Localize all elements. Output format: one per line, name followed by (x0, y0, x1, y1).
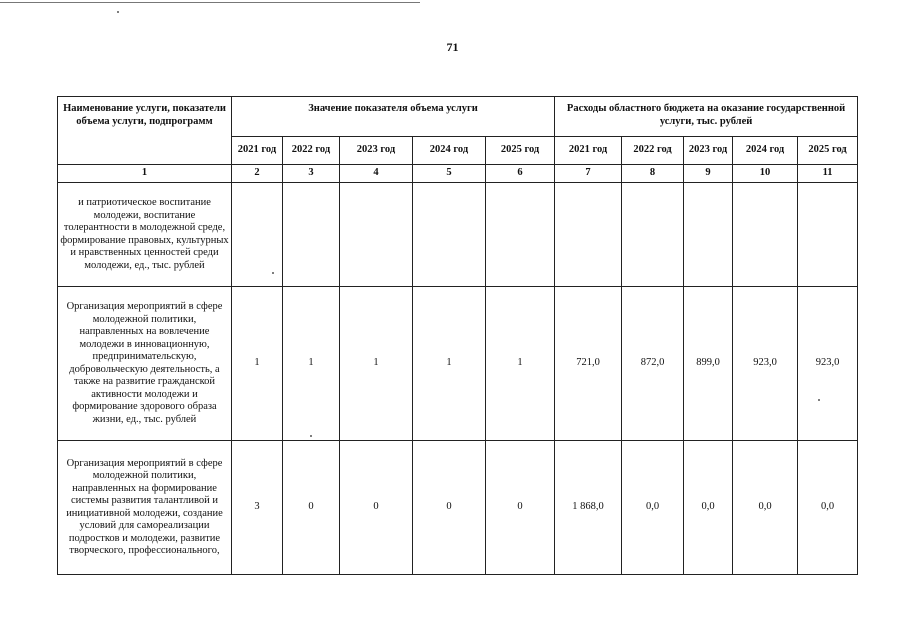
table-row (58, 183, 858, 287)
value-cell: 0 (283, 441, 340, 575)
value-cell: 721,0 (555, 287, 622, 441)
header-budget-year-cell: 2022 год (622, 137, 684, 165)
value-cell: 3 (232, 441, 283, 575)
service-name-cell: Организация мероприятий в сфере молодежной политики, направленных на формирование системы развития талантливой и инициативной молодежи, создание условий для самореализации подростков и молодежи, развитие творческого, профессионального, (58, 441, 232, 575)
column-number-cell: 6 (486, 165, 555, 183)
column-number-cell: 3 (283, 165, 340, 183)
table-row (58, 287, 858, 441)
value-cell: 0 (486, 441, 555, 575)
value-cell: 0,0 (684, 441, 733, 575)
value-cell (555, 183, 622, 287)
header-year-cell: 2021 год (232, 137, 283, 165)
value-cell: 1 (413, 287, 486, 441)
header-name-cell: Наименование услуги, показатели объема услуги, подпрограмм (58, 97, 232, 165)
scan-speck (117, 11, 119, 13)
header-budget-year-cell: 2025 год (798, 137, 858, 165)
value-cell (340, 183, 413, 287)
scan-speck (310, 435, 312, 437)
value-cell: 872,0 (622, 287, 684, 441)
header-year-cell: 2025 год (486, 137, 555, 165)
table-row (58, 441, 858, 575)
value-cell: 1 (232, 287, 283, 441)
header-volume-group: Значение показателя объема услуги (232, 97, 555, 137)
header-year-cell: 2023 год (340, 137, 413, 165)
column-number-cell: 10 (733, 165, 798, 183)
column-number-cell: 9 (684, 165, 733, 183)
value-cell: 0 (340, 441, 413, 575)
header-budget-group: Расходы областного бюджета на оказание государственной услуги, тыс. рублей (555, 97, 858, 137)
value-cell (798, 183, 858, 287)
header-budget-year-cell: 2023 год (684, 137, 733, 165)
value-cell: 0 (413, 441, 486, 575)
scan-speck (272, 272, 274, 274)
column-number-cell: 1 (58, 165, 232, 183)
value-cell: 0,0 (733, 441, 798, 575)
header-budget-year-cell: 2021 год (555, 137, 622, 165)
scan-top-line (0, 2, 420, 3)
column-number-cell: 5 (413, 165, 486, 183)
value-cell (684, 183, 733, 287)
column-number-cell: 2 (232, 165, 283, 183)
header-year-cell: 2024 год (413, 137, 486, 165)
value-cell: 1 868,0 (555, 441, 622, 575)
value-cell: 1 (340, 287, 413, 441)
services-table (57, 96, 858, 575)
page-number: 71 (446, 40, 459, 54)
value-cell (232, 183, 283, 287)
value-cell: 0,0 (622, 441, 684, 575)
value-cell: 899,0 (684, 287, 733, 441)
header-budget-year-cell: 2024 год (733, 137, 798, 165)
column-number-cell: 8 (622, 165, 684, 183)
service-name-cell: Организация мероприятий в сфере молодежной политики, направленных на вовлечение молодежи в инновационную, предпринимательскую, добровольческую деятельность, а также на развитие гражданской активности молодежи и формирование здорового образа жизни, ед., тыс. рублей (58, 287, 232, 441)
value-cell (622, 183, 684, 287)
column-number-cell: 11 (798, 165, 858, 183)
value-cell: 1 (486, 287, 555, 441)
value-cell (413, 183, 486, 287)
value-cell (733, 183, 798, 287)
value-cell: 923,0 (733, 287, 798, 441)
column-number-cell: 7 (555, 165, 622, 183)
value-cell: 923,0 (798, 287, 858, 441)
header-year-cell: 2022 год (283, 137, 340, 165)
value-cell: 0,0 (798, 441, 858, 575)
value-cell: 1 (283, 287, 340, 441)
scan-speck (818, 399, 820, 401)
value-cell (486, 183, 555, 287)
value-cell (283, 183, 340, 287)
service-name-cell: и патриотическое воспитание молодежи, воспитание толерантности в молодежной среде, формирование правовых, культурных и нравственных ценностей среди молодежи, ед., тыс. рублей (58, 183, 232, 287)
column-number-cell: 4 (340, 165, 413, 183)
